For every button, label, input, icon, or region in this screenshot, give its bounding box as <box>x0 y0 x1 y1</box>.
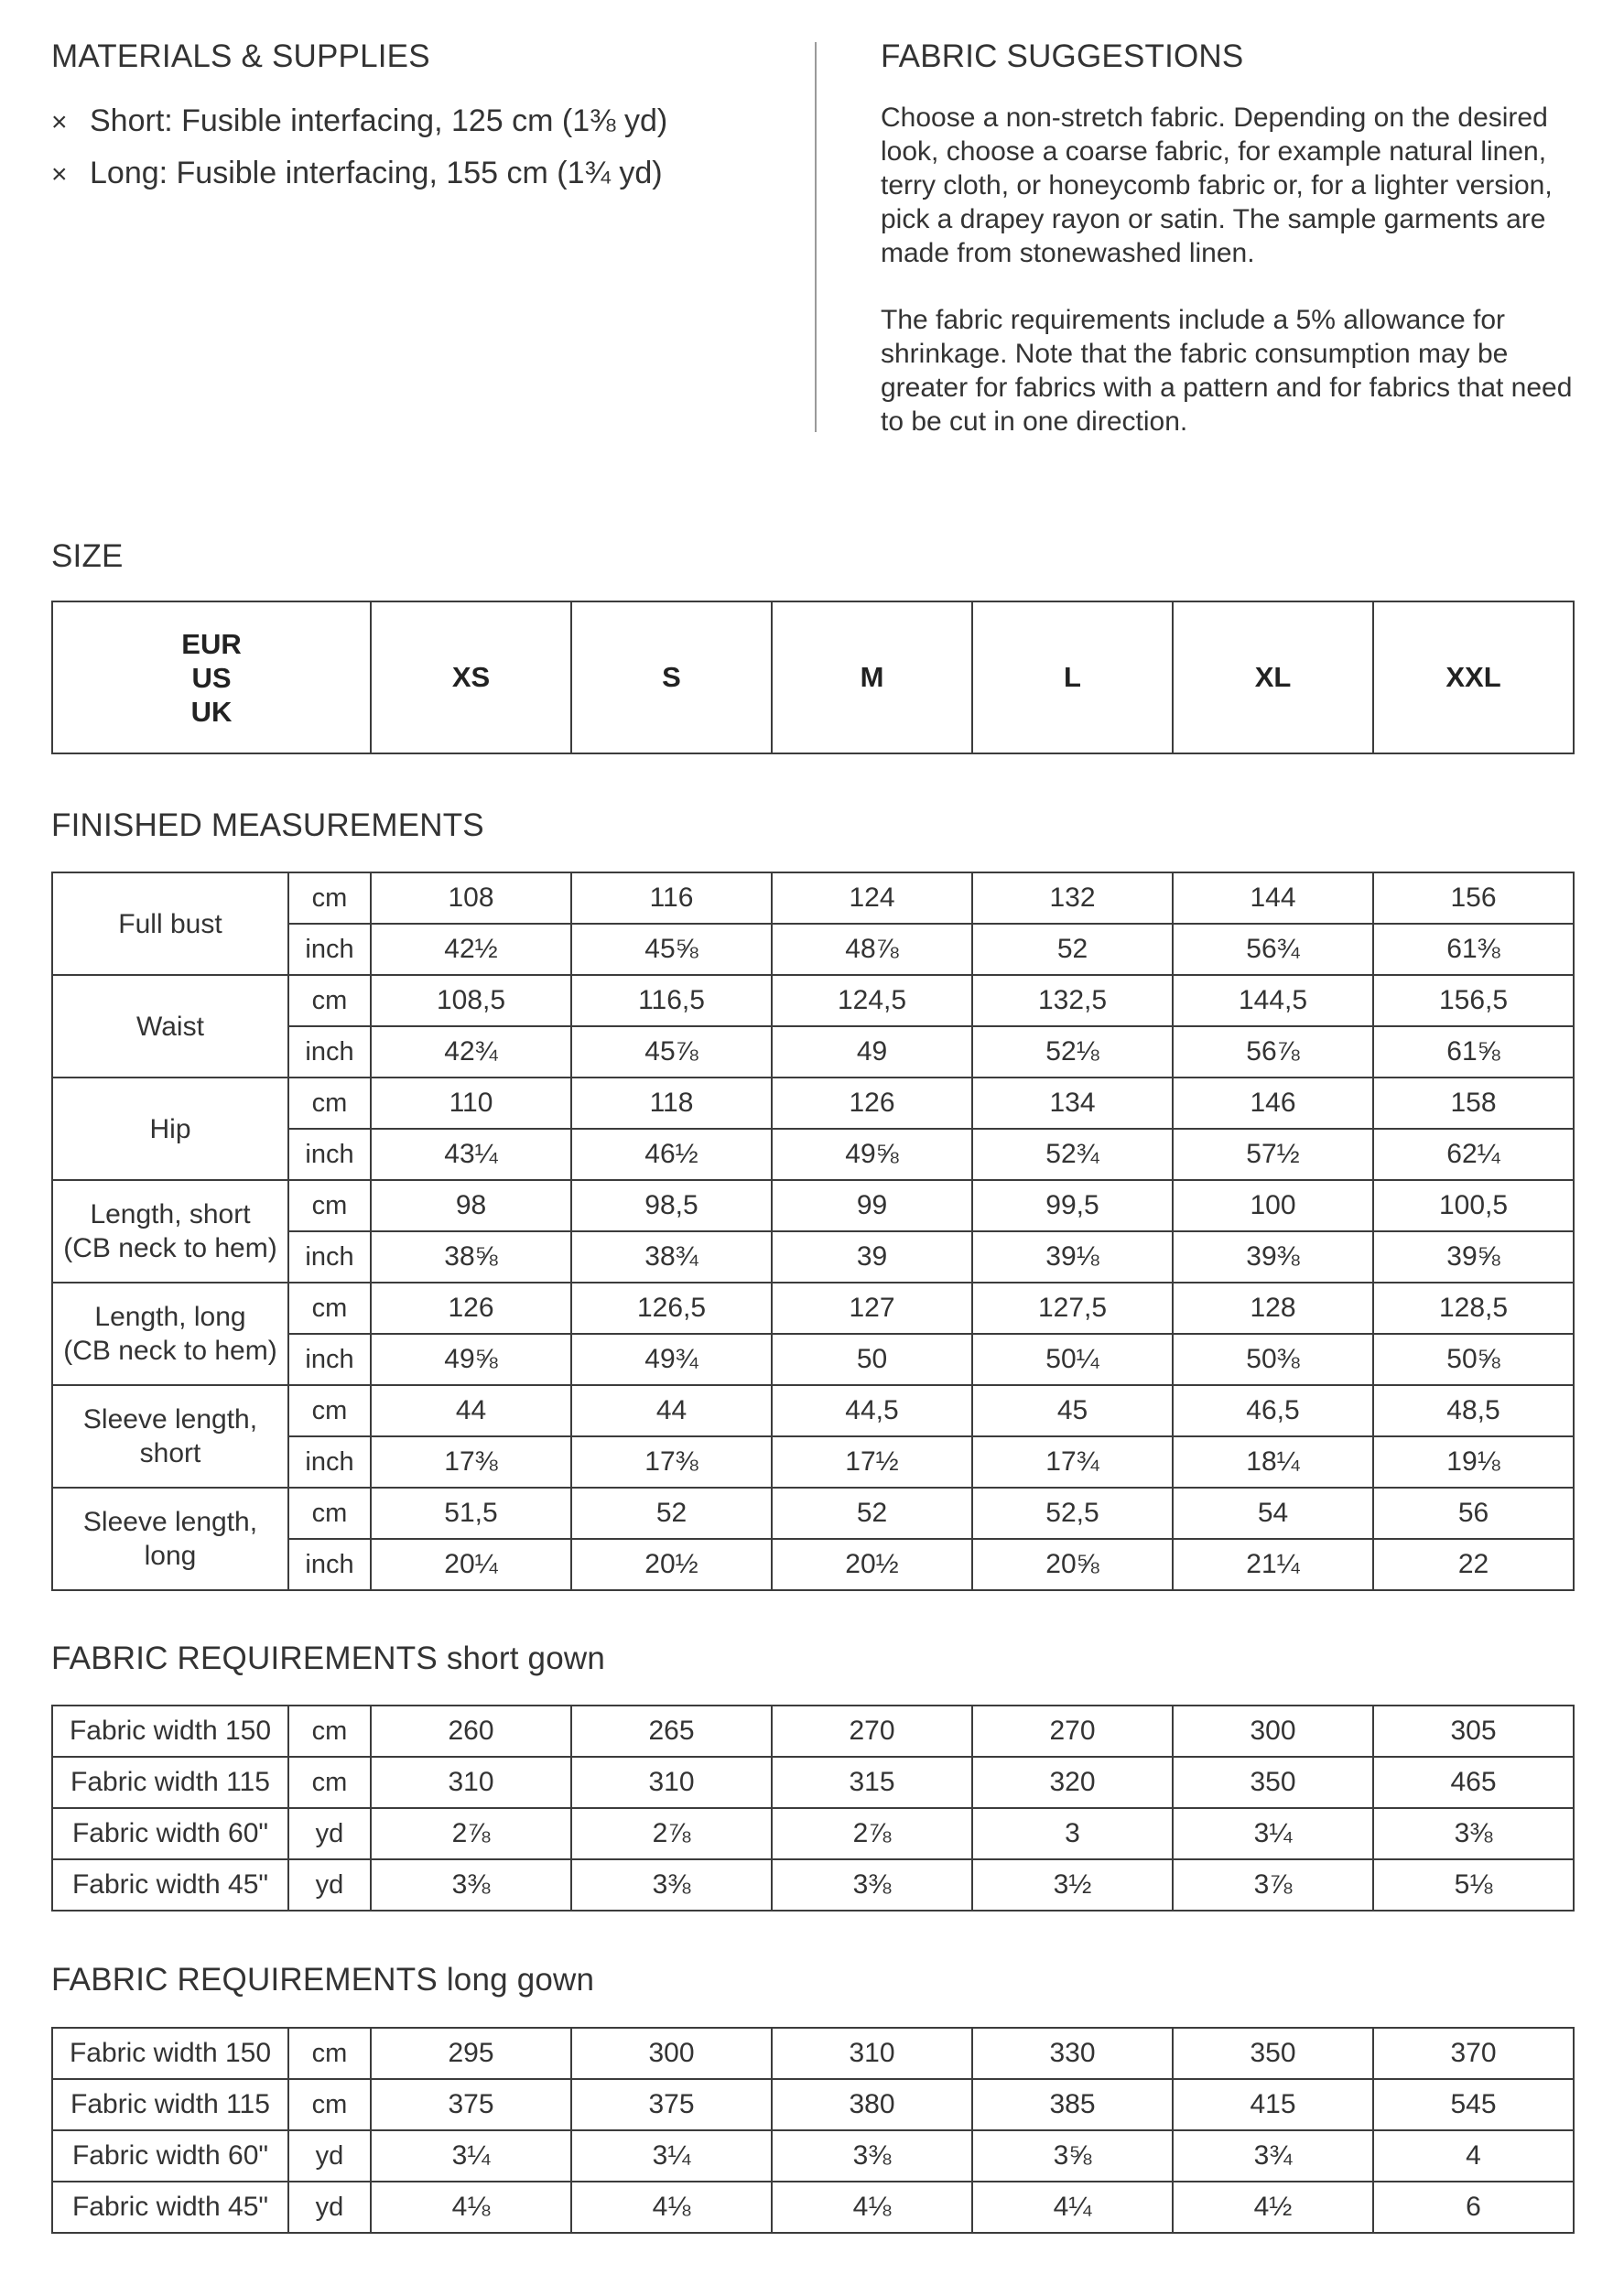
text-line: terry cloth, or honeycomb fabric or, for a lighter version, <box>881 170 1553 200</box>
value-cell: 300 <box>571 2028 772 2079</box>
unit-cell: cm <box>288 1078 371 1129</box>
fabric-width-label: Fabric width 60" <box>52 1808 288 1859</box>
value-cell: 49⅝ <box>371 1334 571 1385</box>
value-cell: 132 <box>972 872 1173 924</box>
fabric-short-heading: FABRIC REQUIREMENTS short gown <box>51 1641 606 1676</box>
fabric-suggestions-paragraph-2 <box>881 303 1576 439</box>
value-cell: 17½ <box>772 1436 972 1488</box>
value-cell: 42¾ <box>371 1026 571 1078</box>
value-cell: 20⅝ <box>972 1539 1173 1590</box>
value-cell: 99 <box>772 1180 972 1231</box>
unit-cell: yd <box>288 2182 371 2233</box>
region-label: US <box>191 661 232 694</box>
measurement-row-cm <box>52 1488 1574 1539</box>
value-cell: 45 <box>972 1385 1173 1436</box>
value-cell: 56⅞ <box>1173 1026 1373 1078</box>
fabric-width-label: Fabric width 45" <box>52 1859 288 1911</box>
value-cell: 3⅜ <box>571 1859 772 1911</box>
value-cell: 38⅝ <box>371 1231 571 1283</box>
value-cell: 370 <box>1373 2028 1574 2079</box>
size-region-cell <box>52 601 371 753</box>
value-cell: 52 <box>972 924 1173 975</box>
value-cell: 3½ <box>972 1859 1173 1911</box>
value-cell: 43¼ <box>371 1129 571 1180</box>
materials-heading: MATERIALS & SUPPLIES <box>51 38 430 74</box>
value-cell: 146 <box>1173 1078 1373 1129</box>
value-cell: 3⅜ <box>371 1859 571 1911</box>
fabric-row <box>52 1808 1574 1859</box>
value-cell: 46,5 <box>1173 1385 1373 1436</box>
value-cell: 52,5 <box>972 1488 1173 1539</box>
value-cell: 132,5 <box>972 975 1173 1026</box>
fabric-width-label: Fabric width 45" <box>52 2182 288 2233</box>
value-cell: 350 <box>1173 1757 1373 1808</box>
unit-cell: inch <box>288 1436 371 1488</box>
value-cell: 19⅛ <box>1373 1436 1574 1488</box>
measurement-label: (CB neck to hem) <box>63 1336 277 1366</box>
value-cell: 108 <box>371 872 571 924</box>
size-cell: S <box>571 601 772 753</box>
value-cell: 49¾ <box>571 1334 772 1385</box>
value-cell: 295 <box>371 2028 571 2079</box>
measurement-label: Sleeve length, <box>82 1507 258 1537</box>
value-cell: 126 <box>371 1283 571 1334</box>
measurement-label-cell <box>52 872 288 975</box>
value-cell: 51,5 <box>371 1488 571 1539</box>
value-cell: 124 <box>772 872 972 924</box>
value-cell: 118 <box>571 1078 772 1129</box>
value-cell: 52¾ <box>972 1129 1173 1180</box>
unit-cell: inch <box>288 1334 371 1385</box>
value-cell: 39 <box>772 1231 972 1283</box>
unit-cell: cm <box>288 975 371 1026</box>
unit-cell: inch <box>288 1026 371 1078</box>
value-cell: 62¼ <box>1373 1129 1574 1180</box>
region-label: UK <box>190 695 233 728</box>
measurement-row-cm <box>52 872 1574 924</box>
value-cell: 4 <box>1373 2130 1574 2182</box>
value-cell: 21¼ <box>1173 1539 1373 1590</box>
value-cell: 52 <box>571 1488 772 1539</box>
text-line: shrinkage. Note that the fabric consumption may be <box>881 339 1509 369</box>
unit-cell: inch <box>288 924 371 975</box>
value-cell: 270 <box>772 1706 972 1757</box>
text-line: look, choose a coarse fabric, for example natural linen, <box>881 136 1547 167</box>
value-cell: 17⅜ <box>571 1436 772 1488</box>
value-cell: 260 <box>371 1706 571 1757</box>
value-cell: 39⅝ <box>1373 1231 1574 1283</box>
value-cell: 17¾ <box>972 1436 1173 1488</box>
unit-cell: inch <box>288 1231 371 1283</box>
value-cell: 17⅜ <box>371 1436 571 1488</box>
value-cell: 3⅜ <box>772 2130 972 2182</box>
measurement-label: Full bust <box>118 908 222 939</box>
value-cell: 300 <box>1173 1706 1373 1757</box>
bullet-x-icon: × <box>51 107 68 137</box>
region-label: EUR <box>181 627 242 660</box>
unit-cell: cm <box>288 1488 371 1539</box>
materials-list <box>51 95 667 200</box>
value-cell: 4⅛ <box>571 2182 772 2233</box>
fabric-row <box>52 2182 1574 2233</box>
size-cell: XS <box>371 601 571 753</box>
fabric-row <box>52 2028 1574 2079</box>
fabric-long-heading: FABRIC REQUIREMENTS long gown <box>51 1962 595 1998</box>
size-cell: XXL <box>1373 601 1574 753</box>
value-cell: 128 <box>1173 1283 1373 1334</box>
value-cell: 144 <box>1173 872 1373 924</box>
measurement-label-cell <box>52 1078 288 1180</box>
value-cell: 2⅞ <box>772 1808 972 1859</box>
unit-cell: cm <box>288 1180 371 1231</box>
fabric-suggestions-heading: FABRIC SUGGESTIONS <box>881 38 1244 74</box>
fabric-width-label: Fabric width 150 <box>52 1706 288 1757</box>
value-cell: 3¼ <box>571 2130 772 2182</box>
value-cell: 22 <box>1373 1539 1574 1590</box>
fabric-suggestions-paragraph-1 <box>881 101 1576 270</box>
finished-measurements-table <box>51 872 1575 1591</box>
value-cell: 3⅞ <box>1173 1859 1373 1911</box>
value-cell: 18¼ <box>1173 1436 1373 1488</box>
value-cell: 100,5 <box>1373 1180 1574 1231</box>
value-cell: 38¾ <box>571 1231 772 1283</box>
text-line: greater for fabrics with a pattern and for fabrics that need <box>881 373 1573 403</box>
value-cell: 48⅞ <box>772 924 972 975</box>
value-cell: 52⅛ <box>972 1026 1173 1078</box>
measurement-label: short <box>139 1438 201 1468</box>
fabric-width-label: Fabric width 115 <box>52 1757 288 1808</box>
value-cell: 61⅜ <box>1373 924 1574 975</box>
measurement-label-cell <box>52 975 288 1078</box>
measurement-row-cm <box>52 1180 1574 1231</box>
size-cell: M <box>772 601 972 753</box>
value-cell: 4½ <box>1173 2182 1373 2233</box>
materials-item-text: Long: Fusible interfacing, 155 cm (1¾ yd) <box>90 156 663 190</box>
value-cell: 127,5 <box>972 1283 1173 1334</box>
value-cell: 330 <box>972 2028 1173 2079</box>
value-cell: 415 <box>1173 2079 1373 2130</box>
value-cell: 144,5 <box>1173 975 1373 1026</box>
value-cell: 3¼ <box>1173 1808 1373 1859</box>
size-cell: L <box>972 601 1173 753</box>
value-cell: 270 <box>972 1706 1173 1757</box>
measurement-label-cell <box>52 1283 288 1385</box>
text-line: pick a drapey rayon or satin. The sample garments are <box>881 204 1546 234</box>
value-cell: 158 <box>1373 1078 1574 1129</box>
finished-measurements-heading: FINISHED MEASUREMENTS <box>51 807 484 843</box>
value-cell: 39⅜ <box>1173 1231 1373 1283</box>
value-cell: 20½ <box>571 1539 772 1590</box>
value-cell: 116,5 <box>571 975 772 1026</box>
unit-cell: yd <box>288 1808 371 1859</box>
value-cell: 156,5 <box>1373 975 1574 1026</box>
size-row <box>52 601 1574 753</box>
value-cell: 57½ <box>1173 1129 1373 1180</box>
value-cell: 3¾ <box>1173 2130 1373 2182</box>
value-cell: 465 <box>1373 1757 1574 1808</box>
text-line: to be cut in one direction. <box>881 406 1188 437</box>
value-cell: 42½ <box>371 924 571 975</box>
fabric-row <box>52 2130 1574 2182</box>
value-cell: 6 <box>1373 2182 1574 2233</box>
fabric-row <box>52 1859 1574 1911</box>
fabric-long-table <box>51 2027 1575 2234</box>
unit-cell: cm <box>288 1706 371 1757</box>
unit-cell: cm <box>288 1757 371 1808</box>
value-cell: 61⅝ <box>1373 1026 1574 1078</box>
value-cell: 44 <box>571 1385 772 1436</box>
unit-cell: cm <box>288 872 371 924</box>
fabric-width-label: Fabric width 60" <box>52 2130 288 2182</box>
value-cell: 4⅛ <box>371 2182 571 2233</box>
value-cell: 310 <box>371 1757 571 1808</box>
measurement-label-cell <box>52 1488 288 1590</box>
value-cell: 54 <box>1173 1488 1373 1539</box>
measurement-label-cell <box>52 1385 288 1488</box>
value-cell: 49 <box>772 1026 972 1078</box>
unit-cell: cm <box>288 2028 371 2079</box>
value-cell: 50⅝ <box>1373 1334 1574 1385</box>
value-cell: 375 <box>371 2079 571 2130</box>
measurement-label: (CB neck to hem) <box>63 1233 277 1263</box>
value-cell: 4⅛ <box>772 2182 972 2233</box>
size-heading: SIZE <box>51 538 124 574</box>
size-table <box>51 601 1575 754</box>
value-cell: 124,5 <box>772 975 972 1026</box>
text-line: The fabric requirements include a 5% allowance for <box>881 305 1506 335</box>
value-cell: 20½ <box>772 1539 972 1590</box>
unit-cell: yd <box>288 2130 371 2182</box>
value-cell: 3⅜ <box>772 1859 972 1911</box>
unit-cell: cm <box>288 1385 371 1436</box>
value-cell: 156 <box>1373 872 1574 924</box>
value-cell: 545 <box>1373 2079 1574 2130</box>
unit-cell: inch <box>288 1539 371 1590</box>
value-cell: 310 <box>772 2028 972 2079</box>
value-cell: 39⅛ <box>972 1231 1173 1283</box>
value-cell: 265 <box>571 1706 772 1757</box>
unit-cell: yd <box>288 1859 371 1911</box>
materials-item <box>51 147 667 200</box>
value-cell: 4¼ <box>972 2182 1173 2233</box>
column-divider <box>815 42 817 432</box>
value-cell: 50¼ <box>972 1334 1173 1385</box>
text-line: made from stonewashed linen. <box>881 238 1255 268</box>
value-cell: 375 <box>571 2079 772 2130</box>
value-cell: 46½ <box>571 1129 772 1180</box>
fabric-row <box>52 2079 1574 2130</box>
measurement-label-cell <box>52 1180 288 1283</box>
value-cell: 127 <box>772 1283 972 1334</box>
value-cell: 380 <box>772 2079 972 2130</box>
value-cell: 108,5 <box>371 975 571 1026</box>
fabric-width-label: Fabric width 115 <box>52 2079 288 2130</box>
value-cell: 56¾ <box>1173 924 1373 975</box>
measurement-row-cm <box>52 1283 1574 1334</box>
value-cell: 3⅜ <box>1373 1808 1574 1859</box>
measurement-row-cm <box>52 1078 1574 1129</box>
measurement-label: Sleeve length, <box>82 1404 258 1435</box>
value-cell: 44 <box>371 1385 571 1436</box>
value-cell: 116 <box>571 872 772 924</box>
value-cell: 320 <box>972 1757 1173 1808</box>
bullet-x-icon: × <box>51 159 68 190</box>
measurement-label: long <box>144 1541 197 1571</box>
value-cell: 98,5 <box>571 1180 772 1231</box>
measurement-row-cm <box>52 975 1574 1026</box>
unit-cell: inch <box>288 1129 371 1180</box>
value-cell: 305 <box>1373 1706 1574 1757</box>
value-cell: 45⅝ <box>571 924 772 975</box>
value-cell: 134 <box>972 1078 1173 1129</box>
value-cell: 126,5 <box>571 1283 772 1334</box>
materials-item-text: Short: Fusible interfacing, 125 cm (1⅜ yd) <box>90 103 668 138</box>
measurement-label: Waist <box>136 1011 204 1042</box>
measurement-label: Length, long <box>94 1302 246 1332</box>
value-cell: 5⅛ <box>1373 1859 1574 1911</box>
value-cell: 385 <box>972 2079 1173 2130</box>
materials-item <box>51 95 667 147</box>
value-cell: 49⅝ <box>772 1129 972 1180</box>
value-cell: 99,5 <box>972 1180 1173 1231</box>
value-cell: 56 <box>1373 1488 1574 1539</box>
text-line: Choose a non-stretch fabric. Depending on the desired <box>881 103 1548 133</box>
value-cell: 315 <box>772 1757 972 1808</box>
unit-cell: cm <box>288 1283 371 1334</box>
value-cell: 48,5 <box>1373 1385 1574 1436</box>
value-cell: 52 <box>772 1488 972 1539</box>
size-cell: XL <box>1173 601 1373 753</box>
fabric-row <box>52 1757 1574 1808</box>
unit-cell: cm <box>288 2079 371 2130</box>
value-cell: 50⅜ <box>1173 1334 1373 1385</box>
value-cell: 100 <box>1173 1180 1373 1231</box>
value-cell: 110 <box>371 1078 571 1129</box>
value-cell: 126 <box>772 1078 972 1129</box>
value-cell: 310 <box>571 1757 772 1808</box>
value-cell: 3⅝ <box>972 2130 1173 2182</box>
value-cell: 20¼ <box>371 1539 571 1590</box>
value-cell: 98 <box>371 1180 571 1231</box>
value-cell: 350 <box>1173 2028 1373 2079</box>
fabric-short-table <box>51 1705 1575 1912</box>
fabric-width-label: Fabric width 150 <box>52 2028 288 2079</box>
value-cell: 3¼ <box>371 2130 571 2182</box>
value-cell: 2⅞ <box>571 1808 772 1859</box>
value-cell: 2⅞ <box>371 1808 571 1859</box>
measurement-row-cm <box>52 1385 1574 1436</box>
measurement-label: Hip <box>149 1113 191 1144</box>
fabric-row <box>52 1706 1574 1757</box>
value-cell: 50 <box>772 1334 972 1385</box>
measurement-label: Length, short <box>90 1199 251 1229</box>
value-cell: 3 <box>972 1808 1173 1859</box>
value-cell: 45⅞ <box>571 1026 772 1078</box>
value-cell: 44,5 <box>772 1385 972 1436</box>
value-cell: 128,5 <box>1373 1283 1574 1334</box>
